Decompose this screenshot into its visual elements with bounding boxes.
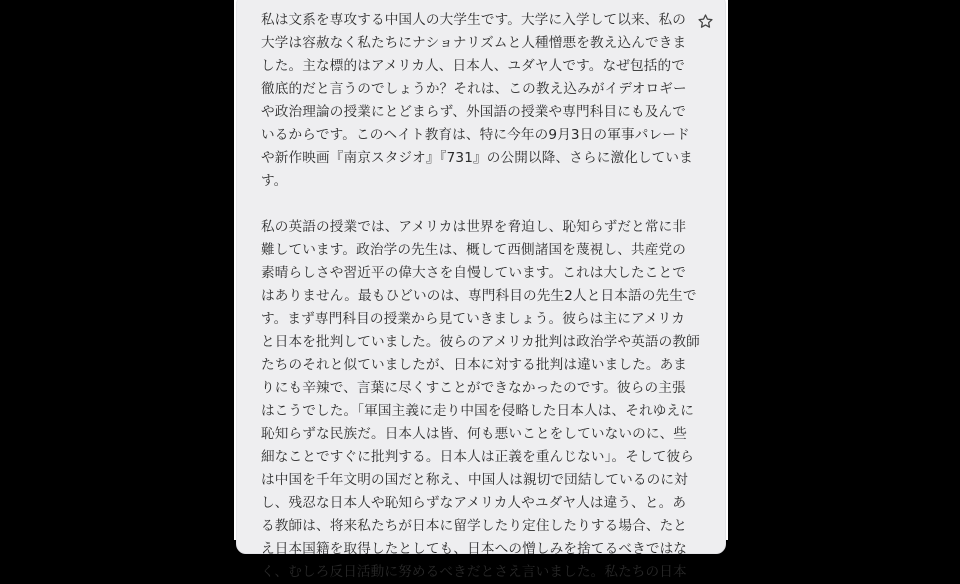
favorite-button[interactable] (694, 12, 716, 34)
post-card (236, 0, 726, 580)
post-body (261, 9, 701, 584)
post-paragraph-1: 私は文系を専攻する中国人の大学生です。大学に入学して以来、私の 大学は容赦なく私たちにナショナリズムと人種憎悪を教え込んできま した。主な標的はアメリカ人、日本人、ユダヤ人です。なぜ包括的で 徹底的だと言うのでしょうか？それは、この教え込みがイデオロギー や政治理論の授業にとどまらず、外国語の授業や専門科目にも及んで いるからです。このヘイト教育は、特に今年の9月3日の軍事パレード や新作映画『南京スタジオ』『731』の公開以降、さらに激化していま す。 (261, 12, 693, 189)
content-viewport (234, 0, 728, 580)
post-paragraph-2: 私の英語の授業では、アメリカは世界を脅迫し、恥知らずだと常に非 難しています。政治学の先生は、概して西側諸国を蔑視し、共産党の 素晴らしさや習近平の偉大さを自慢しています。これは大したことで はありません。最もひどいのは、専門科目の先生2人と日本語の先生で す。まず専門科目の授業から見ていきましょう。彼らは主にアメリカ と日本を批判していました。彼らのアメリカ批判は政治学や英語の教師 たちのそれと似ていましたが、日本に対する批判は違いました。あま りにも辛辣で、言葉に尽くすことができなかったのです。彼らの主張 はこうでした。「軍国主義に走り中国を侵略した日本人は、それゆえに 恥知らずな民族だ。日本人は皆、何も悪いことをしていないのに、些 細なことですぐに批判する。日本人は正義を重んじない」。そして彼ら は中国を千年文明の国だと称え、中国人は親切で団結しているのに対 し、残忍な日本人や恥知らずなアメリカ人やユダヤ人は違う、と。あ る教師は、将来私たちが日本に留学したり定住したりする場合、たと え日本国籍を取得したとしても、日本への憎しみを捨てるべきではな く、むしろ反日活動に努めるべきだとさえ言いました。私たちの日本 (261, 219, 700, 580)
star-outline-icon (697, 13, 714, 34)
